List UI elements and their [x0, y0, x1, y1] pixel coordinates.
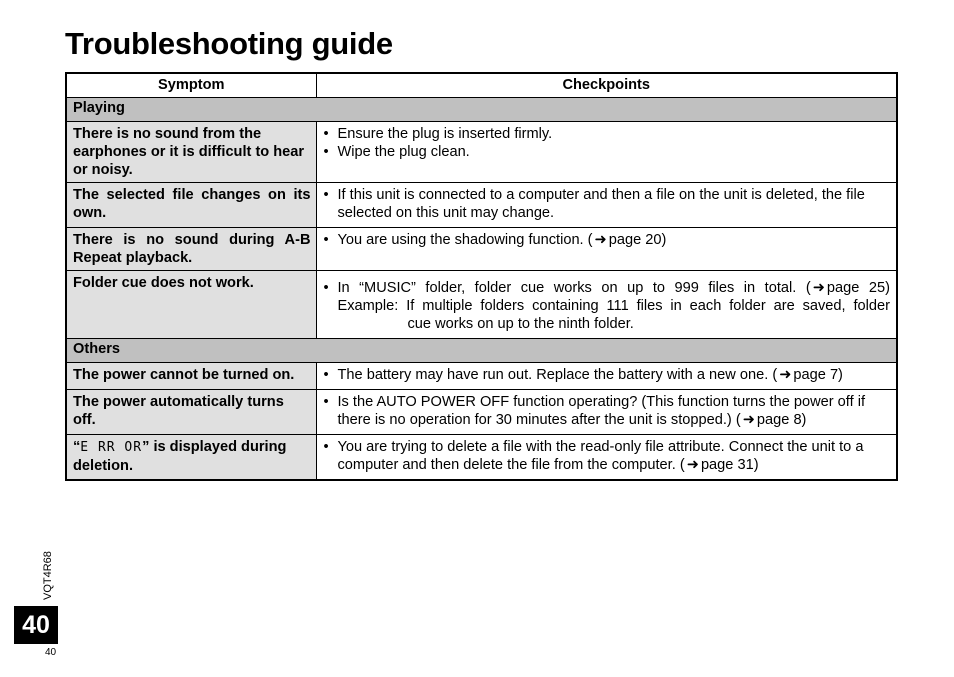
checkpoint-item	[323, 143, 891, 161]
example-line: Example: If multiple folders containing 111 files in each folder are saved, folder	[337, 298, 890, 314]
checkpoint-text-part: The battery may have run out. Replace the battery with a new one. (	[337, 367, 778, 383]
table-row	[66, 122, 897, 183]
symptom-cell: There is no sound during A-B Repeat playback.	[66, 228, 316, 271]
arrow-right-icon: ➜	[812, 280, 825, 296]
page-title: Troubleshooting guide	[65, 26, 393, 61]
checkpoint-text: If this unit is connected to a computer and then a file on the unit is deleted, the file selected on this unit may change.	[337, 187, 865, 221]
bullet-mark: •	[323, 367, 329, 383]
checkpoint-text	[338, 231, 891, 249]
checkpoint-text: Ensure the plug is inserted firmly.	[337, 126, 553, 142]
checkpoint-cell	[316, 122, 897, 183]
checkpoint-text-part: Is the AUTO POWER OFF function operating? (This function turns the power off if there is no operation for 30 minutes after the unit is stopped.) (	[337, 394, 865, 428]
symptom-cell: Folder cue does not work.	[66, 271, 316, 339]
checkpoint-cell	[316, 390, 897, 435]
table-row	[66, 183, 897, 228]
table-row	[66, 390, 897, 435]
bullet-mark: •	[323, 144, 329, 160]
page-reference: page 8)	[756, 412, 807, 428]
symptom-text: ” is displayed during deletion.	[73, 439, 287, 474]
checkpoint-text-part: In “MUSIC” folder, folder cue works on up to 999 files in total. (	[337, 280, 811, 296]
checkpoint-item	[323, 186, 891, 222]
section-row-playing	[66, 98, 897, 122]
bullet-mark: •	[323, 232, 329, 248]
table-row	[66, 271, 897, 339]
arrow-right-icon: ➜	[686, 457, 699, 473]
arrow-right-icon: ➜	[594, 232, 607, 248]
checkpoint-text-part: You are using the shadowing function. (	[337, 232, 593, 248]
checkpoint-text	[338, 279, 891, 333]
checkpoint-cell	[316, 363, 897, 390]
checkpoint-item	[323, 279, 891, 333]
checkpoint-cell	[316, 183, 897, 228]
section-row-others	[66, 339, 897, 363]
bullet-mark: •	[323, 394, 329, 410]
checkpoint-item	[323, 366, 891, 384]
table-row	[66, 228, 897, 271]
bullet-mark: •	[323, 126, 329, 142]
checkpoint-item	[323, 393, 891, 429]
page-number-badge: 40	[14, 606, 58, 644]
checkpoint-item	[323, 438, 891, 474]
symptom-cell	[66, 435, 316, 481]
checkpoint-text	[338, 393, 891, 429]
checkpoint-text-part: You are trying to delete a file with the read-only file attribute. Connect the unit to a computer and then delete the file from the computer. (	[337, 439, 864, 473]
error-display-text: E RR OR	[80, 440, 143, 455]
bullet-mark: •	[323, 280, 329, 296]
page-reference: page 7)	[793, 367, 843, 383]
symptom-cell: The power cannot be turned on.	[66, 363, 316, 390]
checkpoint-item	[323, 125, 891, 143]
troubleshooting-table	[65, 72, 898, 481]
table-row	[66, 363, 897, 390]
checkpoint-text	[338, 438, 891, 474]
page-reference: page 31)	[700, 457, 759, 473]
checkpoint-text: Wipe the plug clean.	[337, 144, 470, 160]
doc-code-text: VQT4R68	[42, 551, 54, 600]
symptom-cell: The selected file changes on its own.	[66, 183, 316, 228]
page-reference: page 20)	[608, 232, 667, 248]
symptom-cell: The power automatically turns off.	[66, 390, 316, 435]
checkpoint-cell	[316, 271, 897, 339]
section-label-playing: Playing	[66, 98, 897, 122]
example-continuation: cue works on up to the ninth folder.	[407, 316, 634, 332]
bullet-mark: •	[323, 187, 329, 203]
checkpoint-item	[323, 231, 891, 249]
page-number-small: 40	[45, 647, 57, 658]
checkpoint-cell	[316, 435, 897, 481]
checkpoint-line	[338, 279, 891, 297]
checkpoint-text	[338, 366, 891, 384]
symptom-header: Symptom	[66, 73, 316, 98]
symptom-cell: There is no sound from the earphones or it is difficult to hear or noisy.	[66, 122, 316, 183]
table-row	[66, 435, 897, 481]
arrow-right-icon: ➜	[779, 367, 792, 383]
section-label-others: Others	[66, 339, 897, 363]
checkpoint-cell	[316, 228, 897, 271]
table-header-row	[66, 73, 897, 98]
checkpoints-header: Checkpoints	[316, 73, 897, 98]
quote-open: “	[73, 439, 81, 455]
bullet-mark: •	[323, 439, 329, 455]
arrow-right-icon: ➜	[742, 412, 755, 428]
page-reference: page 25)	[826, 280, 890, 296]
